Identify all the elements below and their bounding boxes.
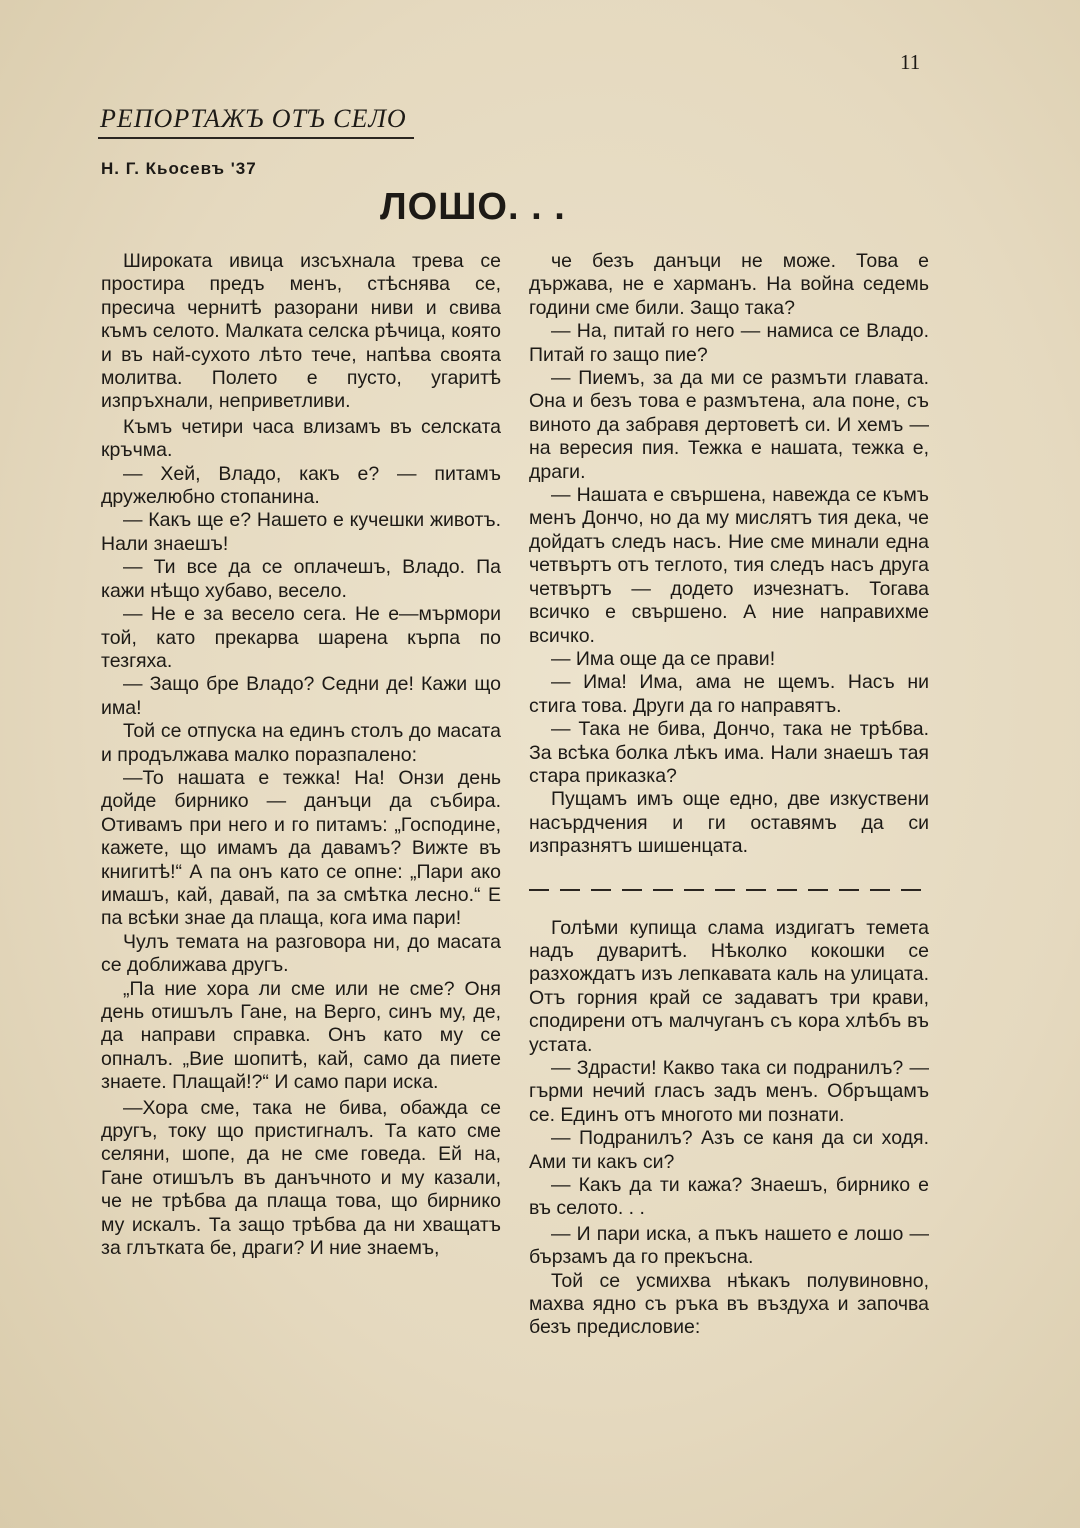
section-title: РЕПОРТАЖЪ ОТЪ СЕЛО xyxy=(100,104,407,133)
paragraph: — Защо бре Владо? Седни де! Кажи що има! xyxy=(101,673,501,719)
paragraph: Пущамъ имъ още едно, две изкуствени насърдчения и ги оставямъ да си изпразнятъ шишенцата. xyxy=(529,788,929,858)
paragraph: Широката ивица изсъхнала трева се простира предъ менъ, стѣснява се, пресича чернитѣ разорани ниви и свива къмъ селото. Малката селска рѣчица, която и въ най-сухото лѣто тече, напѣва своята молитва. Полето е пусто, угаритѣ изпръхнали, неприветливи. xyxy=(101,250,501,413)
paragraph: — Какъ да ти кажа? Знаешъ, бирнико е въ селото. . . xyxy=(529,1174,929,1220)
paragraph: — Какъ ще е? Нашето е кучешки животъ. Нали знаешъ! xyxy=(101,509,501,555)
paragraph: — Хей, Владо, какъ е? — питамъ дружелюбно стопанина. xyxy=(101,462,501,509)
paragraph: — На, питай го него — намиса се Владо. Питай го защо пие? xyxy=(529,320,929,366)
paragraph: Той се отпуска на единъ столъ до масата и продължава малко поразпалено: xyxy=(101,720,501,766)
paragraph: Чулъ темата на разговора ни, до масата се доближава другъ. xyxy=(101,930,501,977)
paragraph: Голѣми купища слама издигатъ темета надъ дуваритѣ. Нѣколко кокошки се разхождатъ изъ лепкавата каль на улицата. Отъ горния край се задаватъ три крави, сподирени отъ малчуганъ съ кора хлѣбъ въ устата. xyxy=(529,916,929,1056)
section-underline xyxy=(98,137,414,139)
paragraph: — Не е за весело сега. Не е—мърмори той, като прекарва шарена кърпа по тезгяха. xyxy=(101,603,501,672)
paragraph: „Па ние хора ли сме или не сме? Оня день отишълъ Гане, на Верго, синъ му, де, да направи справка. Онъ като му се опналъ. „Вие шопитѣ, кай, само да пиете знаете. Плащай!?“ И само пари иска. xyxy=(101,977,501,1094)
dash-separator xyxy=(529,887,921,893)
paragraph: — Има! Има, ама не щемъ. Насъ ни стига това. Други да го направятъ. xyxy=(529,671,929,717)
right-column xyxy=(529,250,929,1340)
page-number: 11 xyxy=(900,50,921,74)
paragraph: — Има още да се прави! xyxy=(551,647,776,670)
paragraph: — Ти все да се оплачешъ, Владо. Па кажи нѣщо хубаво, весело. xyxy=(101,556,501,602)
paragraph: —То нашата е тежка! На! Онзи день дойде бирнико — данъци да събира. Отивамъ при него и го питамъ: „Господине, кажете, що имамъ да давамъ? Вижте въ книгитѣ!“ А па онъ като се опне: „Пари ако имашъ, кай, давай, па за смѣтка лесно.“ Е па всѣки знае да плаща, кога има пари! xyxy=(101,766,501,930)
left-column xyxy=(101,250,501,1260)
author-byline: Н. Г. Кьосевъ '37 xyxy=(101,159,257,178)
paragraph: — Така не бива, Дончо, така не трѣбва. За всѣка болка лѣкъ има. Нали знаешъ тая стара приказка? xyxy=(529,718,929,787)
paragraph: — Нашата е свършена, навежда се къмъ менъ Дончо, но да му мислятъ тия дека, че дойдатъ следъ насъ. Ние сме минали една четвъртъ отъ теглото, тия следъ насъ друга четвъртъ — додето изчезнатъ. Тогава всичко е свършено. А ние направихме всичко. xyxy=(529,484,929,647)
second-scene xyxy=(529,917,929,1340)
paragraph: че безъ данъци не може. Това е държава, не е харманъ. На война седемь години сме били. Защо така? xyxy=(529,250,929,319)
paragraph: — Подранилъ? Азъ се каня да си ходя. Ами ти какъ си? xyxy=(529,1127,929,1173)
paragraph: Къмъ четири часа влизамъ въ селската кръчма. xyxy=(101,415,501,462)
paragraph: Той се усмихва нѣкакъ полувиновно, махва ядно съ ръка въ въздуха и започва безъ предисловие: xyxy=(529,1269,929,1339)
paragraph: — Пиемъ, за да ми се размъти главата. Она и безъ това е размътена, ала поне, съ виното да забравя дертоветѣ си. И хемъ — на вересия пия. Тежка е нашата, тежка е, драги. xyxy=(529,367,929,483)
paragraph: — И пари иска, а пъкъ нашето е лошо — бързамъ да го прекъсна. xyxy=(529,1222,929,1269)
paragraph: —Хора сме, така не бива, обажда се другъ, току що пристигналъ. Та като сме селяни, шопе, да не сме говеда. Ей на, Гане отишълъ въ данъчното и му казали, че не трѣбва да плаща това, що бирнико му искалъ. Та защо трѣбва да ни хващатъ за глътката бе, драги? И ние знаемъ, xyxy=(101,1096,501,1260)
article-title: ЛОШО. . . xyxy=(380,186,566,228)
paragraph: — Здрасти! Какво така си подранилъ? — гърми нечий гласъ задъ менъ. Обръщамъ се. Единъ отъ многото ми познати. xyxy=(529,1057,929,1126)
